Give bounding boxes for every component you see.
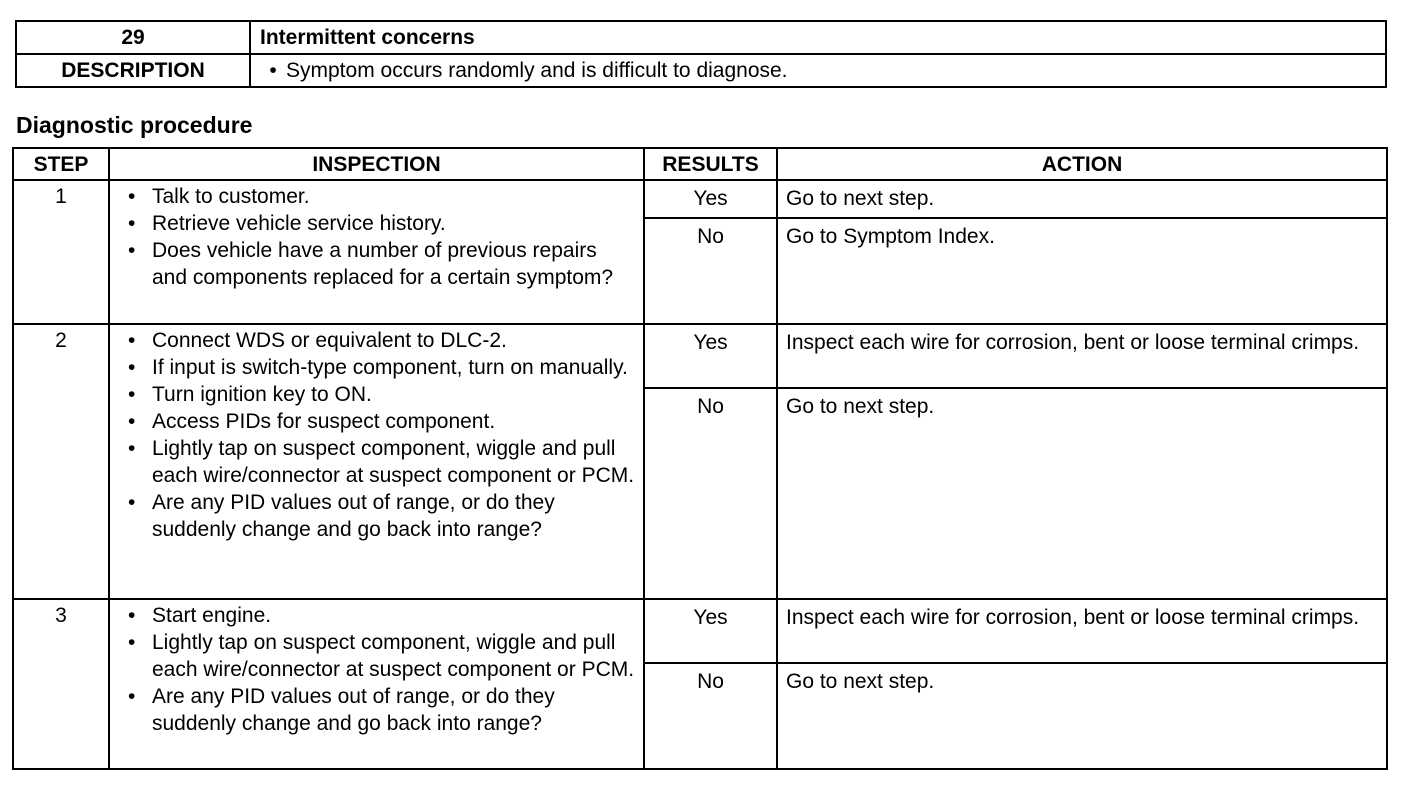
description-label: DESCRIPTION	[16, 54, 250, 87]
list-item: • Lightly tap on suspect component, wiggle and pull each wire/connector at suspect component or PCM.	[120, 435, 635, 489]
inspection-list	[120, 602, 635, 737]
step-number: 2	[13, 324, 109, 599]
step-number: 1	[13, 180, 109, 324]
list-item: • Talk to customer.	[120, 183, 635, 210]
column-header-inspection: INSPECTION	[109, 148, 644, 180]
result-no: No	[644, 663, 777, 769]
diagnostic-table	[12, 147, 1388, 770]
description-cell	[250, 54, 1386, 87]
list-item: • Turn ignition key to ON.	[120, 381, 635, 408]
table-row	[13, 324, 1387, 388]
column-header-step: STEP	[13, 148, 109, 180]
header-table	[15, 20, 1387, 88]
inspection-cell	[109, 324, 644, 599]
action-yes: Inspect each wire for corrosion, bent or loose terminal crimps.	[777, 599, 1387, 663]
list-item: • Access PIDs for suspect component.	[120, 408, 635, 435]
step-number: 3	[13, 599, 109, 769]
action-yes: Inspect each wire for corrosion, bent or loose terminal crimps.	[777, 324, 1387, 388]
inspection-list	[120, 327, 635, 543]
column-header-results: RESULTS	[644, 148, 777, 180]
description-text: Symptom occurs randomly and is difficult to diagnose.	[286, 58, 788, 82]
symptom-title: Intermittent concerns	[250, 21, 1386, 54]
header-row-title	[16, 21, 1386, 54]
header-row-description	[16, 54, 1386, 87]
table-row	[13, 599, 1387, 663]
column-header-action: ACTION	[777, 148, 1387, 180]
result-yes: Yes	[644, 180, 777, 218]
list-item: • Does vehicle have a number of previous repairs and components replaced for a certain symptom?	[120, 237, 635, 291]
result-no: No	[644, 388, 777, 599]
inspection-list	[120, 183, 635, 291]
inspection-cell	[109, 599, 644, 769]
inspection-cell	[109, 180, 644, 324]
list-item: • Start engine.	[120, 602, 635, 629]
symptom-number: 29	[16, 21, 250, 54]
table-header-row	[13, 148, 1387, 180]
action-no: Go to next step.	[777, 388, 1387, 599]
action-yes: Go to next step.	[777, 180, 1387, 218]
bullet-icon: •	[269, 58, 277, 82]
list-item: • Are any PID values out of range, or do they suddenly change and go back into range?	[120, 489, 635, 543]
section-title: Diagnostic procedure	[16, 112, 253, 138]
result-no: No	[644, 218, 777, 324]
result-yes: Yes	[644, 599, 777, 663]
result-yes: Yes	[644, 324, 777, 388]
action-no: Go to Symptom Index.	[777, 218, 1387, 324]
table-row	[13, 180, 1387, 218]
list-item: • Connect WDS or equivalent to DLC-2.	[120, 327, 635, 354]
action-no: Go to next step.	[777, 663, 1387, 769]
list-item: • Are any PID values out of range, or do they suddenly change and go back into range?	[120, 683, 635, 737]
list-item: • Retrieve vehicle service history.	[120, 210, 635, 237]
list-item: • Lightly tap on suspect component, wiggle and pull each wire/connector at suspect component or PCM.	[120, 629, 635, 683]
list-item: • If input is switch-type component, turn on manually.	[120, 354, 635, 381]
